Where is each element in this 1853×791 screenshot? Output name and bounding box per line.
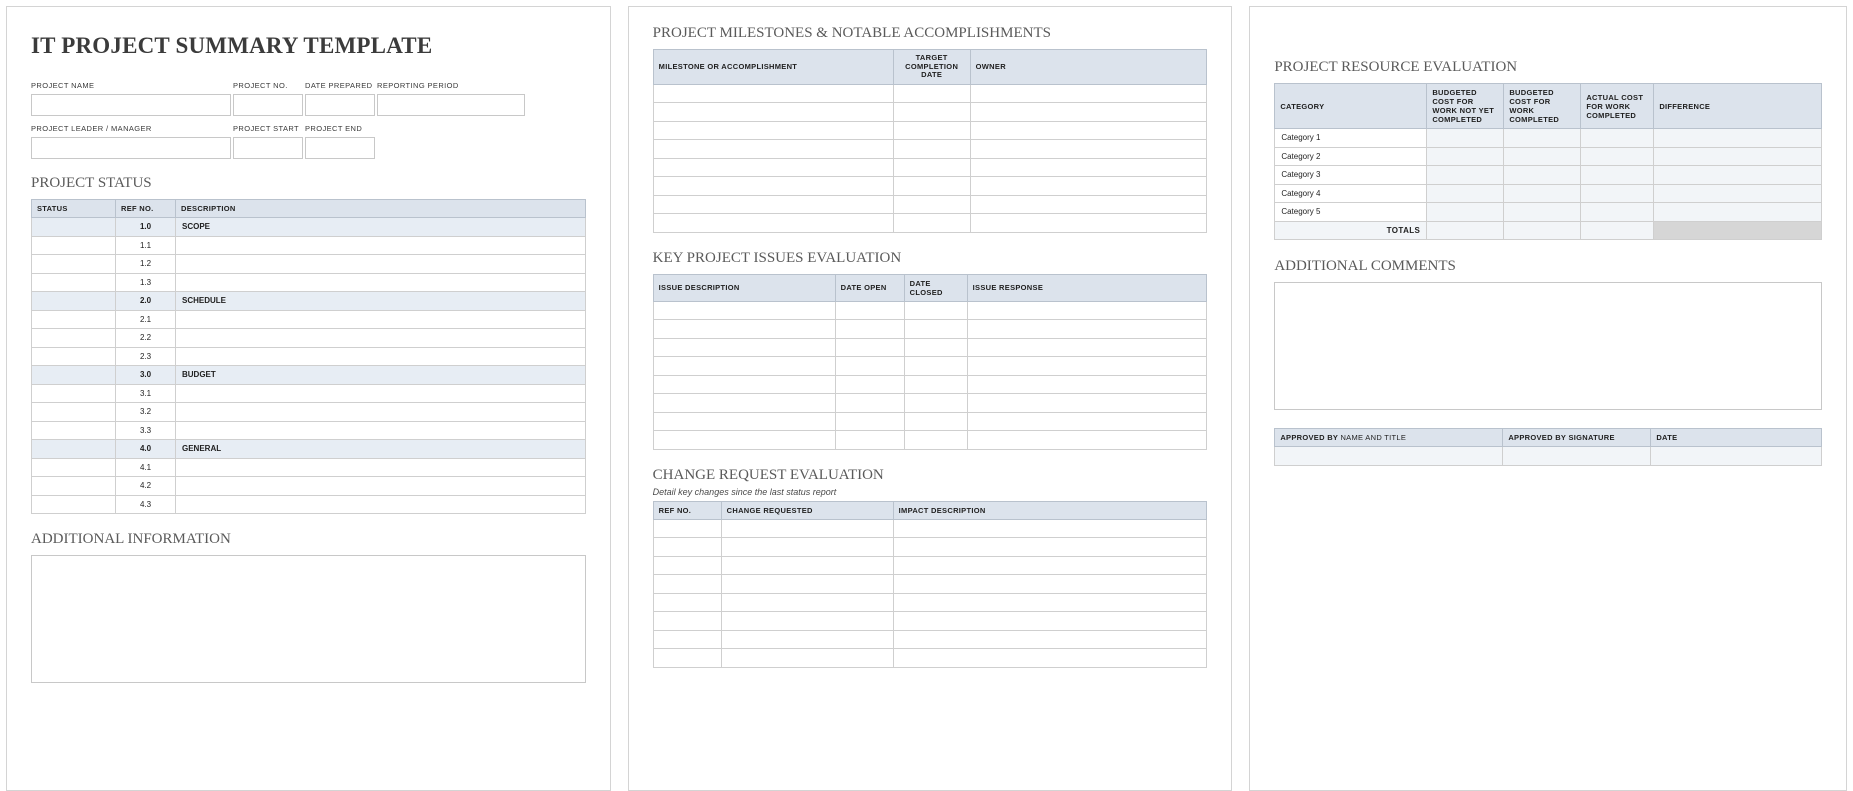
cell-status[interactable] — [32, 218, 116, 237]
cell-issue-description[interactable] — [653, 357, 835, 376]
col-difference: DIFFERENCE — [1654, 84, 1822, 129]
cell-milestone[interactable] — [653, 158, 893, 177]
cell-ref-no[interactable] — [653, 593, 721, 612]
table-resource-evaluation — [1274, 83, 1822, 240]
cell-date-open[interactable] — [835, 412, 904, 431]
cell-ref-no: 1.2 — [116, 255, 176, 274]
cell-ref-no: 3.0 — [116, 366, 176, 385]
col-status: STATUS — [32, 200, 116, 218]
label-project-end: PROJECT END — [305, 124, 363, 133]
cell-ref-no[interactable] — [653, 612, 721, 631]
col-date-closed: DATE CLOSED — [904, 274, 967, 301]
panel-resources-approval — [1249, 6, 1847, 791]
cell-change-requested[interactable] — [721, 649, 893, 668]
cell-status[interactable] — [32, 236, 116, 255]
cell-ref-no: 3.1 — [116, 384, 176, 403]
cell-ref-no: 2.1 — [116, 310, 176, 329]
cell-ref-no: 4.0 — [116, 440, 176, 459]
cell-issue-response[interactable] — [967, 320, 1207, 339]
table-row — [1275, 203, 1822, 222]
cell-status[interactable] — [32, 495, 116, 514]
table-row — [653, 301, 1207, 320]
table-row — [1275, 166, 1822, 185]
table-row — [32, 236, 586, 255]
cell-milestone[interactable] — [653, 214, 893, 233]
cell-impact-description[interactable] — [893, 593, 1207, 612]
table-row — [653, 538, 1207, 557]
table-body-resource-evaluation — [1275, 129, 1822, 240]
cell-issue-response[interactable] — [967, 375, 1207, 394]
cell-target-date[interactable] — [893, 121, 970, 140]
cell-category: Category 3 — [1275, 166, 1427, 185]
cell-budgeted-not-completed[interactable] — [1427, 166, 1504, 185]
cell-owner[interactable] — [970, 84, 1207, 103]
cell-issue-description[interactable] — [653, 301, 835, 320]
cell-description[interactable]: SCOPE — [176, 218, 586, 237]
cell-milestone[interactable] — [653, 177, 893, 196]
cell-ref-no: 1.1 — [116, 236, 176, 255]
col-issue-response: ISSUE RESPONSE — [967, 274, 1207, 301]
section-title-additional-information: ADDITIONAL INFORMATION — [31, 531, 231, 547]
cell-target-date[interactable] — [893, 177, 970, 196]
cell-description[interactable] — [176, 495, 586, 514]
cell-budgeted-not-completed[interactable] — [1427, 203, 1504, 222]
cell-ref-no: 1.0 — [116, 218, 176, 237]
col-owner: OWNER — [970, 50, 1207, 85]
table-row — [32, 458, 586, 477]
approved-by-light: NAME AND TITLE — [1340, 433, 1407, 442]
cell-date-open[interactable] — [835, 301, 904, 320]
table-row — [653, 649, 1207, 668]
cell-date-open[interactable] — [835, 431, 904, 450]
cell-ref-no: 4.1 — [116, 458, 176, 477]
cell-owner[interactable] — [970, 121, 1207, 140]
cell-date-closed[interactable] — [904, 301, 967, 320]
cell-owner[interactable] — [970, 158, 1207, 177]
cell-change-requested[interactable] — [721, 612, 893, 631]
cell-totals-label: TOTALS — [1275, 221, 1427, 240]
cell-impact-description[interactable] — [893, 630, 1207, 649]
cell-status[interactable] — [32, 366, 116, 385]
cell-status[interactable] — [32, 255, 116, 274]
cell-description[interactable] — [176, 347, 586, 366]
cell-date-closed[interactable] — [904, 357, 967, 376]
cell-difference — [1654, 203, 1822, 222]
subtitle-change-request: Detail key changes since the last status report — [652, 486, 837, 497]
cell-target-date[interactable] — [893, 158, 970, 177]
cell-budgeted-completed[interactable] — [1504, 129, 1581, 148]
cell-description[interactable] — [176, 384, 586, 403]
cell-description[interactable]: GENERAL — [176, 440, 586, 459]
cell-status[interactable] — [32, 458, 116, 477]
table-row — [32, 292, 586, 311]
table-row — [653, 214, 1207, 233]
cell-status[interactable] — [32, 292, 116, 311]
table-key-issues — [653, 274, 1208, 450]
cell-status[interactable] — [32, 384, 116, 403]
cell-date-closed[interactable] — [904, 375, 967, 394]
col-issue-description: ISSUE DESCRIPTION — [653, 274, 835, 301]
cell-description[interactable] — [176, 255, 586, 274]
cell-change-requested[interactable] — [721, 593, 893, 612]
cell-totals-budgeted-completed — [1504, 221, 1581, 240]
table-row — [653, 630, 1207, 649]
input-project-end[interactable] — [305, 137, 375, 159]
table-row — [653, 556, 1207, 575]
table-row — [32, 477, 586, 496]
cell-difference — [1654, 129, 1822, 148]
table-row — [653, 103, 1207, 122]
cell-owner[interactable] — [970, 103, 1207, 122]
cell-change-requested[interactable] — [721, 556, 893, 575]
col-ref-no: REF NO. — [653, 501, 721, 519]
table-row — [653, 357, 1207, 376]
table-row — [653, 177, 1207, 196]
label-project-start: PROJECT START — [233, 124, 300, 133]
col-budgeted-cost-not-completed: BUDGETED COST FOR WORK NOT YET COMPLETED — [1427, 84, 1504, 129]
cell-ref-no[interactable] — [653, 538, 721, 557]
cell-date-closed[interactable] — [904, 431, 967, 450]
cell-budgeted-not-completed[interactable] — [1427, 184, 1504, 203]
col-actual-cost-completed: ACTUAL COST FOR WORK COMPLETED — [1581, 84, 1654, 129]
cell-impact-description[interactable] — [893, 575, 1207, 594]
cell-actual-completed[interactable] — [1581, 203, 1654, 222]
cell-budgeted-completed[interactable] — [1504, 147, 1581, 166]
input-project-start[interactable] — [233, 137, 303, 159]
table-row — [32, 218, 586, 237]
label-reporting-period: REPORTING PERIOD — [377, 81, 459, 90]
table-row — [653, 84, 1207, 103]
label-project-leader: PROJECT LEADER / MANAGER — [31, 124, 152, 133]
cell-impact-description[interactable] — [893, 538, 1207, 557]
table-header-row — [653, 50, 1207, 85]
label-date-prepared: DATE PREPARED — [305, 81, 373, 90]
cell-status[interactable] — [32, 329, 116, 348]
table-row — [32, 403, 586, 422]
cell-owner[interactable] — [970, 177, 1207, 196]
col-date: DATE — [1651, 429, 1822, 447]
cell-actual-completed[interactable] — [1581, 147, 1654, 166]
col-approved-by-name-title — [1275, 429, 1503, 447]
cell-actual-completed[interactable] — [1581, 166, 1654, 185]
table-row — [653, 121, 1207, 140]
section-title-change-request: CHANGE REQUEST EVALUATION — [652, 466, 884, 483]
section-title-resource-evaluation: PROJECT RESOURCE EVALUATION — [1274, 59, 1518, 75]
cell-status[interactable] — [32, 310, 116, 329]
cell-totals-actual-completed — [1581, 221, 1654, 240]
cell-owner[interactable] — [970, 214, 1207, 233]
cell-date-open[interactable] — [835, 394, 904, 413]
header-fields-row-1 — [31, 81, 586, 116]
cell-impact-description[interactable] — [893, 519, 1207, 538]
col-ref-no: REF NO. — [116, 200, 176, 218]
table-header-row — [1275, 84, 1822, 129]
cell-date-closed[interactable] — [904, 412, 967, 431]
table-row — [32, 366, 586, 385]
cell-date-closed[interactable] — [904, 338, 967, 357]
cell-ref-no[interactable] — [653, 556, 721, 575]
cell-date-closed[interactable] — [904, 394, 967, 413]
cell-status[interactable] — [32, 477, 116, 496]
table-row — [32, 384, 586, 403]
cell-target-date[interactable] — [893, 214, 970, 233]
table-row — [32, 273, 586, 292]
cell-milestone[interactable] — [653, 84, 893, 103]
page-title: IT PROJECT SUMMARY TEMPLATE — [31, 33, 433, 58]
table-row — [32, 421, 586, 440]
cell-status[interactable] — [32, 403, 116, 422]
cell-budgeted-not-completed[interactable] — [1427, 129, 1504, 148]
cell-issue-description[interactable] — [653, 412, 835, 431]
table-row — [653, 195, 1207, 214]
cell-description[interactable] — [176, 421, 586, 440]
cell-issue-response[interactable] — [967, 357, 1207, 376]
textarea-additional-information[interactable] — [31, 555, 586, 683]
header-fields-row-2 — [31, 124, 586, 159]
label-project-name: PROJECT NAME — [31, 81, 95, 90]
cell-target-date[interactable] — [893, 195, 970, 214]
cell-issue-description[interactable] — [653, 320, 835, 339]
input-approved-signature[interactable] — [1503, 447, 1651, 466]
cell-description[interactable]: SCHEDULE — [176, 292, 586, 311]
cell-description[interactable] — [176, 403, 586, 422]
cell-issue-response[interactable] — [967, 412, 1207, 431]
table-change-request — [653, 501, 1208, 668]
table-row — [653, 394, 1207, 413]
cell-issue-response[interactable] — [967, 338, 1207, 357]
cell-budgeted-completed[interactable] — [1504, 166, 1581, 185]
cell-milestone[interactable] — [653, 195, 893, 214]
cell-actual-completed[interactable] — [1581, 129, 1654, 148]
cell-totals-budgeted-not-completed — [1427, 221, 1504, 240]
cell-date-open[interactable] — [835, 357, 904, 376]
col-category: CATEGORY — [1275, 84, 1427, 129]
input-approved-name-title[interactable] — [1275, 447, 1503, 466]
approved-by-bold: APPROVED BY — [1280, 433, 1341, 442]
cell-issue-description[interactable] — [653, 431, 835, 450]
input-project-leader[interactable] — [31, 137, 231, 159]
cell-ref-no: 3.2 — [116, 403, 176, 422]
col-description: DESCRIPTION — [176, 200, 586, 218]
cell-impact-description[interactable] — [893, 612, 1207, 631]
cell-budgeted-not-completed[interactable] — [1427, 147, 1504, 166]
cell-owner[interactable] — [970, 195, 1207, 214]
cell-issue-response[interactable] — [967, 431, 1207, 450]
cell-ref-no: 2.2 — [116, 329, 176, 348]
input-project-no[interactable] — [233, 94, 303, 116]
cell-budgeted-completed[interactable] — [1504, 184, 1581, 203]
cell-description[interactable] — [176, 310, 586, 329]
table-row — [653, 158, 1207, 177]
table-row — [1275, 447, 1822, 466]
input-date-prepared[interactable] — [305, 94, 375, 116]
cell-date-closed[interactable] — [904, 320, 967, 339]
col-approved-by-signature: APPROVED BY SIGNATURE — [1503, 429, 1651, 447]
cell-impact-description[interactable] — [893, 649, 1207, 668]
table-body-project-status — [32, 218, 586, 514]
table-row — [653, 320, 1207, 339]
cell-impact-description[interactable] — [893, 556, 1207, 575]
cell-milestone[interactable] — [653, 140, 893, 159]
cell-category: Category 4 — [1275, 184, 1427, 203]
panel-project-overview — [6, 6, 611, 791]
cell-ref-no: 2.0 — [116, 292, 176, 311]
cell-description[interactable] — [176, 458, 586, 477]
table-row — [32, 329, 586, 348]
cell-ref-no[interactable] — [653, 575, 721, 594]
table-row — [32, 255, 586, 274]
table-body-approval — [1275, 447, 1822, 466]
table-row — [32, 440, 586, 459]
cell-target-date[interactable] — [893, 140, 970, 159]
table-row — [1275, 184, 1822, 203]
cell-issue-description[interactable] — [653, 338, 835, 357]
table-row — [653, 412, 1207, 431]
cell-target-date[interactable] — [893, 103, 970, 122]
cell-issue-description[interactable] — [653, 375, 835, 394]
col-target-completion-date: TARGET COMPLETION DATE — [893, 50, 970, 85]
section-title-key-issues: KEY PROJECT ISSUES EVALUATION — [652, 249, 902, 266]
cell-ref-no: 4.2 — [116, 477, 176, 496]
col-milestone: MILESTONE OR ACCOMPLISHMENT — [653, 50, 893, 85]
table-header-row — [32, 200, 586, 218]
cell-issue-description[interactable] — [653, 394, 835, 413]
table-body-milestones — [653, 84, 1207, 232]
cell-ref-no[interactable] — [653, 630, 721, 649]
table-row — [32, 310, 586, 329]
cell-owner[interactable] — [970, 140, 1207, 159]
table-header-row — [653, 501, 1207, 519]
cell-issue-response[interactable] — [967, 301, 1207, 320]
cell-status[interactable] — [32, 273, 116, 292]
col-budgeted-cost-completed: BUDGETED COST FOR WORK COMPLETED — [1504, 84, 1581, 129]
cell-issue-response[interactable] — [967, 394, 1207, 413]
col-impact-description: IMPACT DESCRIPTION — [893, 501, 1207, 519]
textarea-additional-comments[interactable] — [1274, 282, 1822, 410]
cell-change-requested[interactable] — [721, 575, 893, 594]
cell-actual-completed[interactable] — [1581, 184, 1654, 203]
cell-totals-difference — [1654, 221, 1822, 240]
cell-status[interactable] — [32, 347, 116, 366]
cell-difference — [1654, 147, 1822, 166]
table-row — [32, 347, 586, 366]
cell-difference — [1654, 166, 1822, 185]
cell-target-date[interactable] — [893, 84, 970, 103]
table-row — [653, 431, 1207, 450]
cell-milestone[interactable] — [653, 121, 893, 140]
cell-status[interactable] — [32, 421, 116, 440]
table-row — [1275, 147, 1822, 166]
table-row — [32, 495, 586, 514]
cell-difference — [1654, 184, 1822, 203]
cell-ref-no: 4.3 — [116, 495, 176, 514]
section-title-project-status: PROJECT STATUS — [31, 175, 152, 191]
col-change-requested: CHANGE REQUESTED — [721, 501, 893, 519]
cell-ref-no[interactable] — [653, 649, 721, 668]
input-approved-date[interactable] — [1651, 447, 1822, 466]
cell-change-requested[interactable] — [721, 538, 893, 557]
table-approval — [1274, 428, 1822, 466]
table-header-row — [653, 274, 1207, 301]
cell-ref-no: 2.3 — [116, 347, 176, 366]
section-title-milestones: PROJECT MILESTONES & NOTABLE ACCOMPLISHMENTS — [652, 25, 1051, 41]
table-row — [653, 593, 1207, 612]
input-reporting-period[interactable] — [377, 94, 525, 116]
cell-date-open[interactable] — [835, 375, 904, 394]
cell-category: Category 5 — [1275, 203, 1427, 222]
cell-change-requested[interactable] — [721, 519, 893, 538]
table-project-status — [31, 199, 586, 514]
cell-description[interactable]: BUDGET — [176, 366, 586, 385]
table-row-totals — [1275, 221, 1822, 240]
cell-ref-no: 3.3 — [116, 421, 176, 440]
table-row — [653, 519, 1207, 538]
table-row — [653, 375, 1207, 394]
cell-ref-no[interactable] — [653, 519, 721, 538]
cell-date-open[interactable] — [835, 338, 904, 357]
table-milestones — [653, 49, 1208, 233]
cell-change-requested[interactable] — [721, 630, 893, 649]
cell-status[interactable] — [32, 440, 116, 459]
section-title-additional-comments: ADDITIONAL COMMENTS — [1274, 258, 1456, 274]
table-row — [653, 338, 1207, 357]
cell-description[interactable] — [176, 273, 586, 292]
cell-description[interactable] — [176, 477, 586, 496]
cell-description[interactable] — [176, 329, 586, 348]
cell-budgeted-completed[interactable] — [1504, 203, 1581, 222]
table-row — [1275, 129, 1822, 148]
col-date-open: DATE OPEN — [835, 274, 904, 301]
cell-ref-no: 1.3 — [116, 273, 176, 292]
table-body-change-request — [653, 519, 1207, 667]
table-header-row — [1275, 429, 1822, 447]
cell-description[interactable] — [176, 236, 586, 255]
cell-category: Category 1 — [1275, 129, 1427, 148]
input-project-name[interactable] — [31, 94, 231, 116]
cell-category: Category 2 — [1275, 147, 1427, 166]
cell-date-open[interactable] — [835, 320, 904, 339]
panel-milestones-issues-changes — [628, 6, 1233, 791]
table-row — [653, 140, 1207, 159]
table-row — [653, 575, 1207, 594]
table-body-key-issues — [653, 301, 1207, 449]
cell-milestone[interactable] — [653, 103, 893, 122]
label-project-no: PROJECT NO. — [233, 81, 288, 90]
table-row — [653, 612, 1207, 631]
